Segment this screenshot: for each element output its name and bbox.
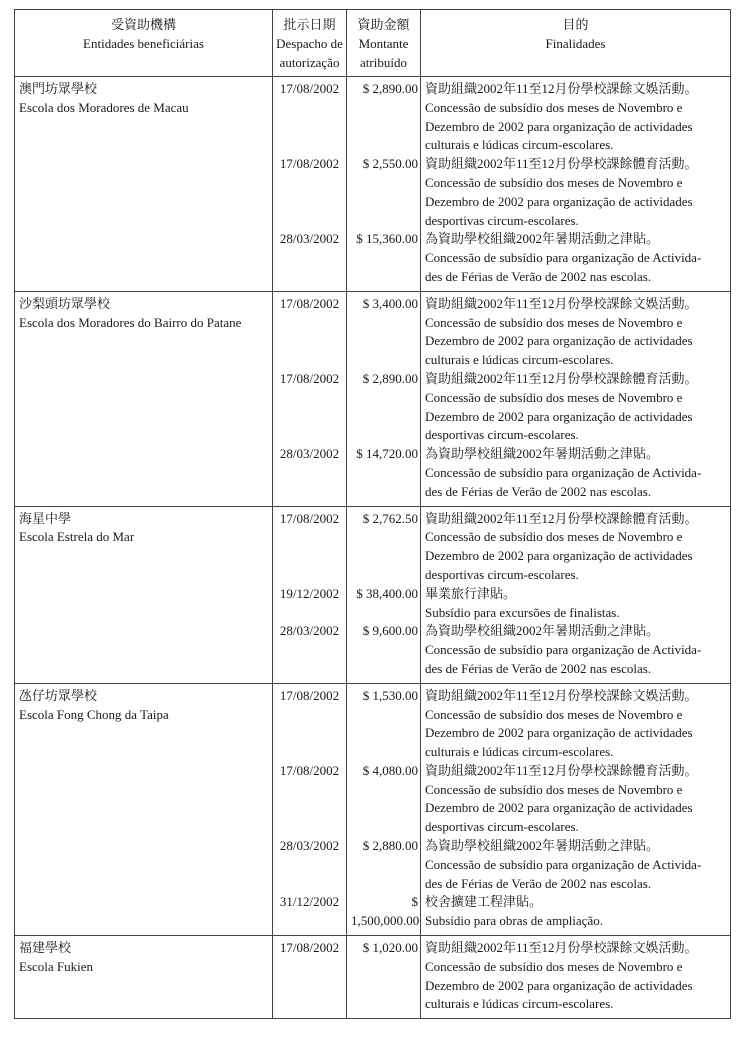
purpose-pt: Concessão de subsídio para organização de Activida- des de Férias de Verão de 2002 nas escolas. — [425, 856, 702, 891]
grant-purpose — [425, 837, 727, 893]
header-purpose — [421, 10, 731, 77]
grant-date: 17/08/2002 — [279, 762, 340, 778]
grant-date: 28/03/2002 — [279, 446, 340, 462]
amount-cell — [347, 506, 421, 683]
grant-amount: $ 38,400.00 — [356, 585, 418, 601]
purpose-cell — [421, 936, 731, 1019]
purpose-pt: Concessão de subsídio dos meses de Novembro e Dezembro de 2002 para organização de actividades desportivas circum-escolares. — [425, 781, 693, 835]
purpose-cell — [421, 77, 731, 292]
institution-name-pt: Escola Estrela do Mar — [19, 529, 135, 545]
table-row — [15, 936, 731, 1019]
purpose-pt: Concessão de subsídio dos meses de Novembro e Dezembro de 2002 para organização de actividades desportivas circum-escolares. — [425, 389, 693, 443]
grant-date: 17/08/2002 — [279, 295, 340, 311]
table-row — [15, 77, 731, 292]
grant-purpose — [425, 230, 727, 286]
table-row — [15, 291, 731, 506]
grant-date: 17/08/2002 — [279, 687, 340, 703]
grant-amount: $ 1,500,000.00 — [351, 894, 420, 929]
header-amount-pt: Montante atribuído — [358, 36, 409, 70]
grant-amount: $ 14,720.00 — [356, 446, 418, 462]
grant-amount: $ 2,762.50 — [362, 510, 418, 526]
grants-table — [14, 9, 731, 1019]
institution-name-zh: 氹仔坊眾學校 — [19, 687, 98, 703]
purpose-pt: Subsídio para obras de ampliação. — [425, 913, 603, 929]
grant-amount: $ 2,880.00 — [362, 838, 418, 854]
institution-name-zh: 澳門坊眾學校 — [19, 81, 98, 96]
purpose-zh: 資助組織2002年11至12月份學校課餘文娛活動。 — [425, 687, 698, 703]
grant-purpose — [425, 370, 727, 445]
header-amount — [347, 10, 421, 77]
date-cell — [273, 291, 347, 506]
purpose-zh: 資助組織2002年11至12月份學校課餘體育活動。 — [425, 156, 698, 172]
purpose-zh: 為資助學校組織2002年暑期活動之津貼。 — [425, 446, 660, 462]
grant-purpose — [425, 295, 727, 370]
purpose-cell — [421, 506, 731, 683]
header-entities — [15, 10, 273, 77]
purpose-zh: 資助組織2002年11至12月份學校課餘文娛活動。 — [425, 295, 698, 311]
purpose-zh: 資助組織2002年11至12月份學校課餘體育活動。 — [425, 510, 698, 526]
purpose-pt: Concessão de subsídio dos meses de Novembro e Dezembro de 2002 para organização de actividades desportivas circum-escolares. — [425, 529, 693, 582]
header-purpose-zh: 目的 — [562, 17, 589, 32]
purpose-zh: 畢業旅行津貼。 — [425, 585, 517, 601]
institution-name-pt: Escola dos Moradores do Bairro do Patane — [19, 314, 242, 330]
institution-cell — [15, 77, 273, 292]
amount-cell — [347, 291, 421, 506]
grant-date: 28/03/2002 — [279, 838, 340, 854]
purpose-pt: Concessão de subsídio para organização de Activida- des de Férias de Verão de 2002 nas escolas. — [425, 464, 702, 499]
purpose-zh: 為資助學校組織2002年暑期活動之津貼。 — [425, 231, 660, 247]
institution-name-pt: Escola Fukien — [19, 958, 94, 974]
header-entities-zh: 受資助機構 — [110, 17, 176, 32]
grant-date: 31/12/2002 — [279, 894, 340, 910]
grant-date: 17/08/2002 — [279, 81, 340, 96]
grant-amount: $ 1,020.00 — [362, 940, 418, 956]
purpose-pt: Concessão de subsídio para organização de Activida- des de Férias de Verão de 2002 nas escolas. — [425, 250, 702, 284]
grant-purpose — [425, 445, 727, 501]
purpose-cell — [421, 683, 731, 935]
purpose-pt: Concessão de subsídio dos meses de Novembro e Dezembro de 2002 para organização de actividades culturais e lúdicas circum-escolares. — [425, 958, 693, 1012]
grant-amount: $ 15,360.00 — [356, 231, 418, 247]
grant-purpose — [425, 622, 727, 678]
purpose-pt: Concessão de subsídio dos meses de Novembro e Dezembro de 2002 para organização de actividades culturais e lúdicas circum-escolares. — [425, 314, 693, 368]
grant-purpose — [425, 80, 727, 155]
purpose-zh: 校舍擴建工程津貼。 — [425, 894, 543, 910]
institution-name-zh: 沙梨頭坊眾學校 — [19, 295, 111, 311]
grant-amount: $ 2,890.00 — [362, 370, 418, 386]
grant-date: 17/08/2002 — [279, 370, 340, 386]
grant-purpose — [425, 687, 727, 762]
institution-name-pt: Escola dos Moradores de Macau — [19, 99, 189, 115]
grant-amount: $ 4,080.00 — [362, 762, 418, 778]
date-cell — [273, 77, 347, 292]
grant-purpose — [425, 510, 727, 585]
grant-date: 28/03/2002 — [279, 231, 340, 247]
purpose-zh: 為資助學校組織2002年暑期活動之津貼。 — [425, 838, 660, 854]
purpose-pt: Concessão de subsídio para organização de Activida- des de Férias de Verão de 2002 nas escolas. — [425, 642, 702, 676]
institution-name-zh: 海星中學 — [19, 510, 72, 526]
purpose-zh: 資助組織2002年11至12月份學校課餘文娛活動。 — [425, 940, 698, 956]
amount-cell — [347, 77, 421, 292]
institution-cell — [15, 683, 273, 935]
header-date-pt: Despacho de autorização — [276, 36, 343, 70]
grant-amount: $ 1,530.00 — [362, 687, 418, 703]
grant-date: 28/03/2002 — [279, 623, 340, 639]
purpose-zh: 資助組織2002年11至12月份學校課餘體育活動。 — [425, 370, 698, 386]
table-row — [15, 506, 731, 683]
purpose-cell — [421, 291, 731, 506]
header-amount-zh: 資助金額 — [357, 17, 410, 32]
table-body — [15, 77, 731, 1019]
institution-cell — [15, 291, 273, 506]
purpose-pt: Concessão de subsídio dos meses de Novembro e Dezembro de 2002 para organização de actividades culturais e lúdicas circum-escolares. — [425, 99, 693, 153]
grant-amount: $ 9,600.00 — [362, 623, 418, 639]
grant-purpose — [425, 155, 727, 230]
amount-cell — [347, 683, 421, 935]
institution-cell — [15, 506, 273, 683]
header-entities-pt: Entidades beneficiárias — [83, 36, 204, 51]
grant-amount: $ 2,890.00 — [362, 81, 418, 96]
institution-name-pt: Escola Fong Chong da Taipa — [19, 706, 169, 722]
date-cell — [273, 683, 347, 935]
grant-date: 19/12/2002 — [279, 585, 340, 601]
purpose-zh: 資助組織2002年11至12月份學校課餘文娛活動。 — [425, 81, 698, 96]
grant-purpose — [425, 585, 727, 623]
grant-date: 17/08/2002 — [279, 510, 340, 526]
date-cell — [273, 506, 347, 683]
purpose-zh: 為資助學校組織2002年暑期活動之津貼。 — [425, 623, 660, 639]
institution-cell — [15, 936, 273, 1019]
table-header-row — [15, 10, 731, 77]
header-purpose-pt: Finalidades — [545, 36, 606, 51]
grant-amount: $ 3,400.00 — [362, 295, 418, 311]
grant-amount: $ 2,550.00 — [362, 156, 418, 172]
grant-date: 17/08/2002 — [279, 940, 340, 956]
purpose-pt: Concessão de subsídio dos meses de Novembro e Dezembro de 2002 para organização de actividades desportivas circum-escolares. — [425, 174, 693, 228]
purpose-zh: 資助組織2002年11至12月份學校課餘體育活動。 — [425, 762, 698, 778]
institution-name-zh: 福建學校 — [19, 940, 72, 956]
grant-purpose — [425, 762, 727, 837]
header-date — [273, 10, 347, 77]
grant-date: 17/08/2002 — [279, 156, 340, 172]
header-date-zh: 批示日期 — [283, 17, 336, 32]
amount-cell — [347, 936, 421, 1019]
table-row — [15, 683, 731, 935]
purpose-pt: Concessão de subsídio dos meses de Novembro e Dezembro de 2002 para organização de actividades culturais e lúdicas circum-escolares. — [425, 706, 693, 760]
purpose-pt: Subsídio para excursões de finalistas. — [425, 604, 620, 620]
grant-purpose — [425, 893, 727, 931]
date-cell — [273, 936, 347, 1019]
grant-purpose — [425, 939, 727, 1014]
